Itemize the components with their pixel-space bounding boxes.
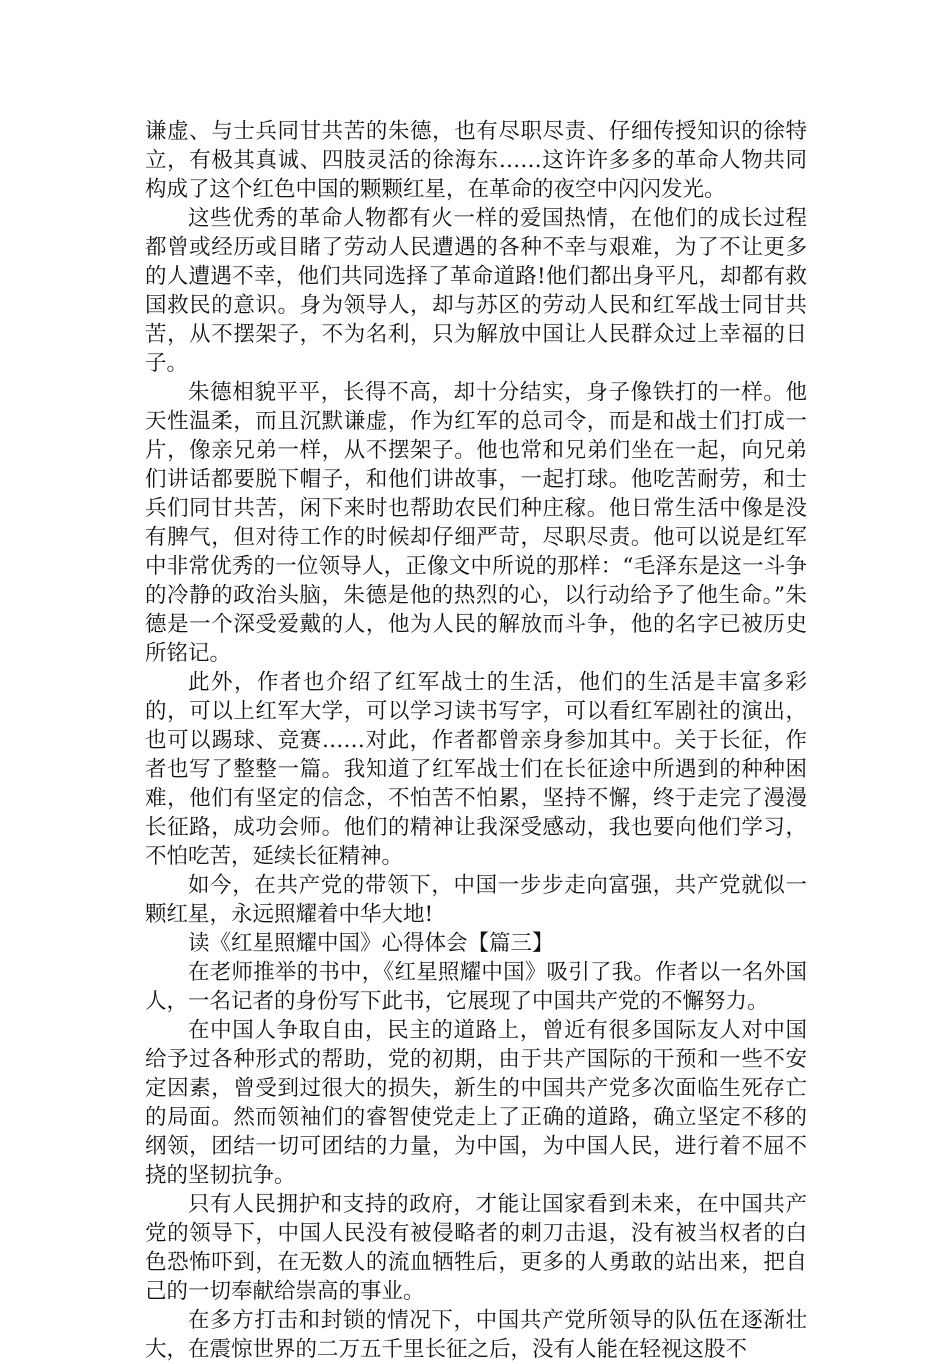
paragraph: 朱德相貌平平，长得不高，却十分结实，身子像铁打的一样。他天性温柔，而且沉默谦虚，作为红军的总司令，而是和战士们打成一片，像亲兄弟一样，从不摆架子。他也常和兄弟们坐在一起，向兄弟们讲话都要脱下帽子，和他们讲故事，一起打球。他吃苦耐劳，和士兵们同甘共苦，闲下来时也帮助农民们种庄稼。他日常生活中像是没有脾气，但对待工作的时候却仔细严苛，尽职尽责。他可以说是红军中非常优秀的一位领导人，正像文中所说的那样：“毛泽东是这一斗争的冷静的政治头脑，朱德是他的热烈的心，以行动给予了他生命。”朱德是一个深受爱戴的人，他为人民的解放而斗争，他的名字已被历史所铭记。 (145, 380, 807, 666)
paragraph: 这些优秀的革命人物都有火一样的爱国热情，在他们的成长过程都曾或经历或目睹了劳动人民遭遇的各种不幸与艰难，为了不让更多的人遭遇不幸，他们共同选择了革命道路!他们都出身平凡，却都有救国救民的意识。身为领导人，却与苏区的劳动人民和红军战士同甘共苦，从不摆架子，不为名利，只为解放中国让人民群众过上幸福的日子。 (145, 206, 807, 376)
paragraph: 此外，作者也介绍了红军战士的生活，他们的生活是丰富多彩的，可以上红军大学，可以学习读书写字，可以看红军剧社的演出，也可以踢球、竞赛……对此，作者都曾亲身参加其中。关于长征，作者也写了整整一篇。我知道了红军战士们在长征途中所遇到的种种困难，他们有坚定的信念，不怕苦不怕累，坚持不懈，终于走完了漫漫长征路，成功会师。他们的精神让我深受感动，我也要向他们学习，不怕吃苦，延续长征精神。 (145, 670, 807, 869)
document-body (145, 117, 807, 1364)
paragraph: 在老师推举的书中，《红星照耀中国》吸引了我。作者以一名外国人，一名记者的身份写下此书，它展现了中国共产党的不懈努力。 (145, 960, 807, 1014)
paragraph-continuation: 谦虚、与士兵同甘共苦的朱德，也有尽职尽责、仔细传授知识的徐特立，有极其真诚、四肢灵活的徐海东……这许许多多的革命人物共同构成了这个红色中国的颗颗红星，在革命的夜空中闪闪发光。 (145, 119, 807, 202)
section-heading: 读《红星照耀中国》心得体会【篇三】 (188, 931, 554, 956)
paragraph: 在中国人争取自由，民主的道路上，曾近有很多国际友人对中国给予过各种形式的帮助，党的初期，由于共产国际的干预和一些不安定因素，曾受到过很大的损失，新生的中国共产党多次面临生死存亡的局面。然而领袖们的睿智使党走上了正确的道路，确立坚定不移的纲领，团结一切可团结的力量，为中国，为中国人民，进行着不屈不挠的坚韧抗争。 (145, 1018, 807, 1188)
paragraph: 只有人民拥护和支持的政府，才能让国家看到未来，在中国共产党的领导下，中国人民没有被侵略者的刺刀击退，没有被当权者的白色恐怖吓到，在无数人的流血牺牲后，更多的人勇敢的站出来，把自己的一切奉献给崇高的事业。 (145, 1192, 807, 1304)
paragraph: 如今，在共产党的带领下，中国一步步走向富强，共产党就似一颗红星，永远照耀着中华大地! (145, 873, 807, 927)
paragraph: 在多方打击和封锁的情况下，中国共产党所领导的队伍在逐渐壮大，在震惊世界的二万五千里长征之后，没有人能在轻视这股不 (145, 1308, 807, 1362)
